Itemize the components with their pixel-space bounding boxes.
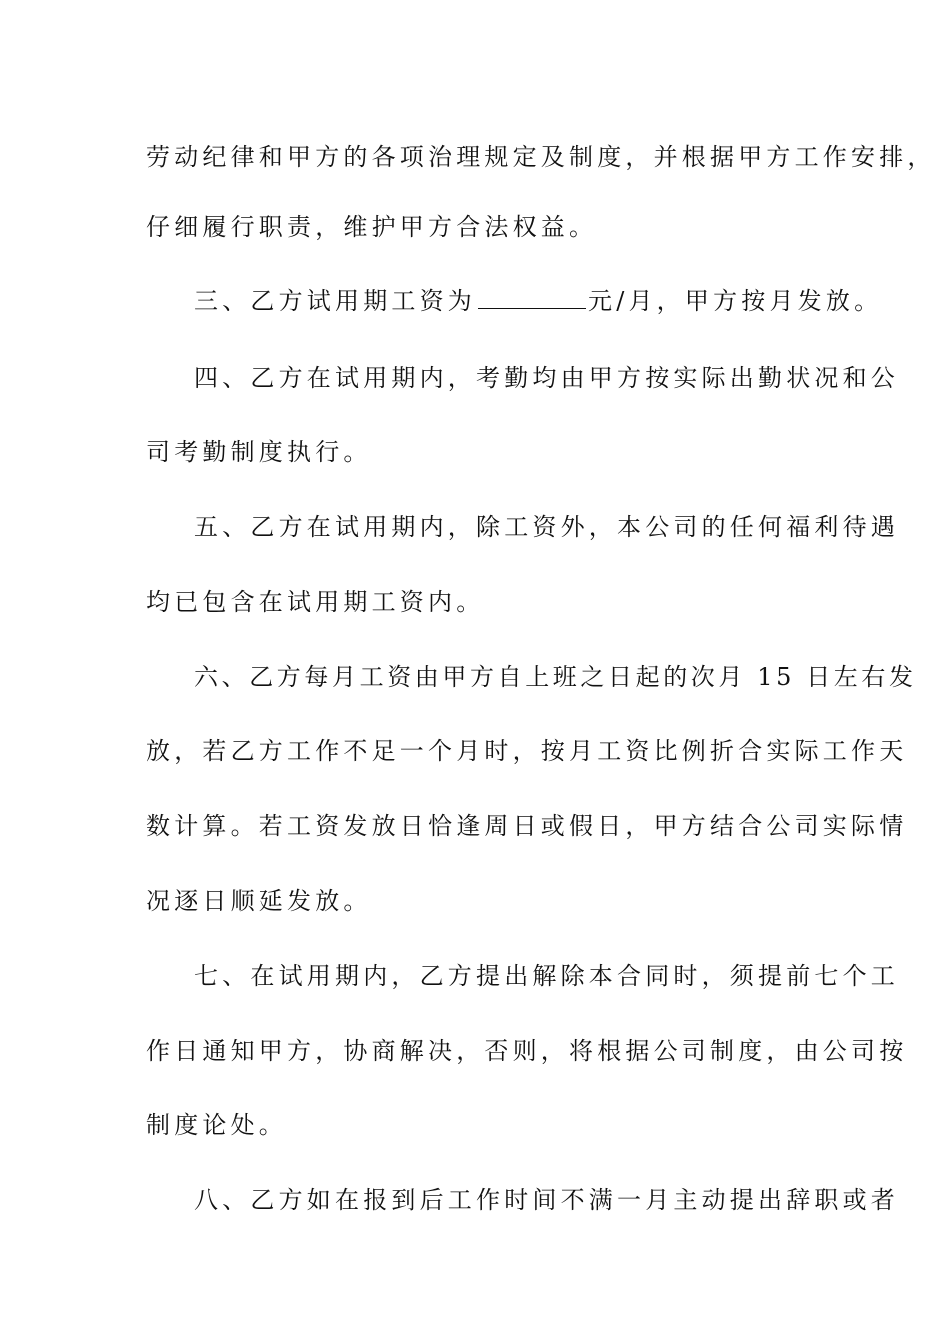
text-line-8: 六、乙方每月工资由甲方自上班之日起的次月 15 日左右发 <box>194 663 917 691</box>
text-line-10: 数计算。若工资发放日恰逢周日或假日，甲方结合公司实际情 <box>146 812 908 840</box>
text-line-2: 仔细履行职责，维护甲方合法权益。 <box>146 213 598 241</box>
text-line-12: 七、在试用期内，乙方提出解除本合同时，须提前七个工 <box>194 962 899 990</box>
text-line-3 <box>194 286 882 316</box>
salary-prefix: 三、乙方试用期工资为 <box>194 287 476 315</box>
text-line-1: 劳动纪律和甲方的各项治理规定及制度，并根据甲方工作安排， <box>146 143 936 171</box>
text-line-4: 四、乙方在试用期内，考勤均由甲方按实际出勤状况和公 <box>194 364 899 392</box>
text-line-11: 况逐日顺延发放。 <box>146 887 372 915</box>
salary-blank <box>478 286 586 309</box>
text-line-6: 五、乙方在试用期内，除工资外，本公司的任何福利待遇 <box>194 513 899 541</box>
text-line-13: 作日通知甲方，协商解决，否则，将根据公司制度，由公司按 <box>146 1037 908 1065</box>
text-line-15: 八、乙方如在报到后工作时间不满一月主动提出辞职或者 <box>194 1186 899 1214</box>
salary-suffix: 元/月，甲方按月发放。 <box>588 287 883 315</box>
text-line-14: 制度论处。 <box>146 1111 287 1139</box>
text-line-5: 司考勤制度执行。 <box>146 438 372 466</box>
text-line-7: 均已包含在试用期工资内。 <box>146 588 485 616</box>
text-line-9: 放，若乙方工作不足一个月时，按月工资比例折合实际工作天 <box>146 737 908 765</box>
